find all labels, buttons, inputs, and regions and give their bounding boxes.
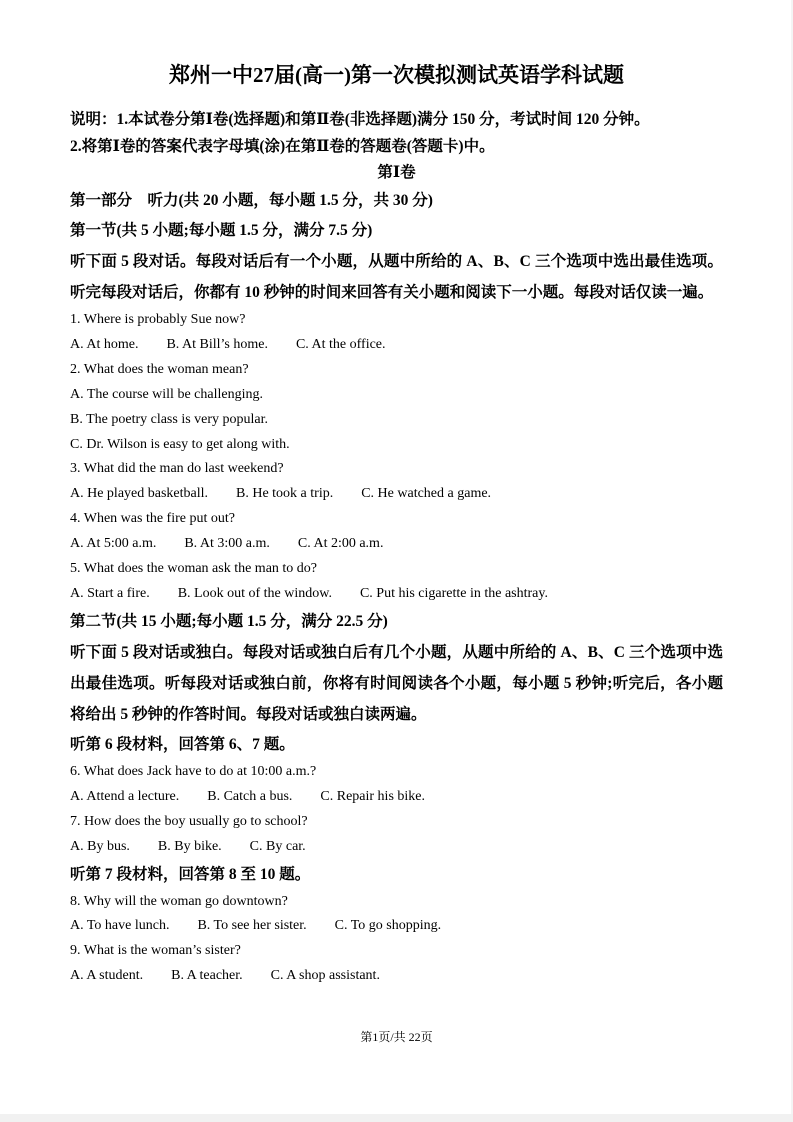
doc-title: 郑州一中27届(高一)第一次模拟测试英语学科试题 [169,63,624,87]
material-6-heading: 听第 6 段材料，回答第 6、7 题。 [70,735,295,753]
part-1-heading: 第一部分 听力(共 20 小题，每小题 1.5 分，共 30 分) [70,192,433,209]
question-7-options: A. By bus. B. By bike. C. By car. [70,838,306,854]
section-1-heading: 第一节(共 5 小题;每小题 1.5 分，满分 7.5 分) [70,222,373,239]
section-1-instructions: 听下面 5 段对话。每段对话后有一个小题，从题中所给的 A、B、C 三个选项中选出最佳选项。听完每段对话后，你都有 10 秒钟的时间来回答有关小题和阅读下一小题。每段对话仅读一遍。 [70,253,723,301]
material-7-heading: 听第 7 段材料，回答第 8 至 10 题。 [70,865,311,883]
question-6-text: 6. What does Jack have to do at 10:00 a.m.? [70,763,317,779]
question-2-text: 2. What does the woman mean? [70,361,249,377]
question-2-option-b: B. The poetry class is very popular. [70,411,269,427]
section-2-heading: 第二节(共 15 小题;每小题 1.5 分，满分 22.5 分) [70,612,388,630]
page-edge-bottom [0,1114,793,1122]
volume-1-heading: 第Ⅰ卷 [377,164,416,181]
question-1-text: 1. Where is probably Sue now? [70,312,246,327]
question-6-options: A. Attend a lecture. B. Catch a bus. C. Repair his bike. [70,788,425,804]
question-8-text: 8. Why will the woman go downtown? [70,893,288,909]
question-3-options: A. He played basketball. B. He took a trip. C. He watched a game. [70,486,492,502]
question-4-text: 4. When was the fire put out? [70,511,235,527]
question-5-options: A. Start a fire. B. Look out of the window. C. Put his cigarette in the ashtray. [70,585,548,601]
question-3-text: 3. What did the man do last weekend? [70,461,284,477]
exam-note-line-2: 2.将第Ⅰ卷的答案代表字母填(涂)在第Ⅱ卷的答题卷(答题卡)中。 [70,138,495,155]
question-5-text: 5. What does the woman ask the man to do? [70,561,318,577]
question-9-text: 9. What is the woman’s sister? [70,943,241,959]
question-2-option-c: C. Dr. Wilson is easy to get along with. [70,436,290,452]
exam-note-line-1: 说明：1.本试卷分第Ⅰ卷(选择题)和第Ⅱ卷(非选择题)满分 150 分，考试时间 120 分钟。 [70,111,650,128]
question-8-options: A. To have lunch. B. To see her sister. C. To go shopping. [70,918,442,934]
question-2-option-a: A. The course will be challenging. [70,386,263,402]
question-9-options: A. A student. B. A teacher. C. A shop assistant. [70,968,380,984]
question-1-options: A. At home. B. At Bill’s home. C. At the office. [70,336,386,352]
question-4-options: A. At 5:00 a.m. B. At 3:00 a.m. C. At 2:00 a.m. [70,536,384,552]
question-7-text: 7. How does the boy usually go to school? [70,813,308,829]
footer-page-number: 第1页/共 22页 [360,1030,433,1044]
section-2-instructions: 听下面 5 段对话或独白。每段对话或独白后有几个小题，从题中所给的 A、B、C 三个选项中选出最佳选项。听每段对话或独白前，你将有时间阅读各个小题，每小题 5 秒钟;听完后，各小题将给出 5 秒钟的作答时间。每段对话或独白读两遍。 [70,643,723,723]
